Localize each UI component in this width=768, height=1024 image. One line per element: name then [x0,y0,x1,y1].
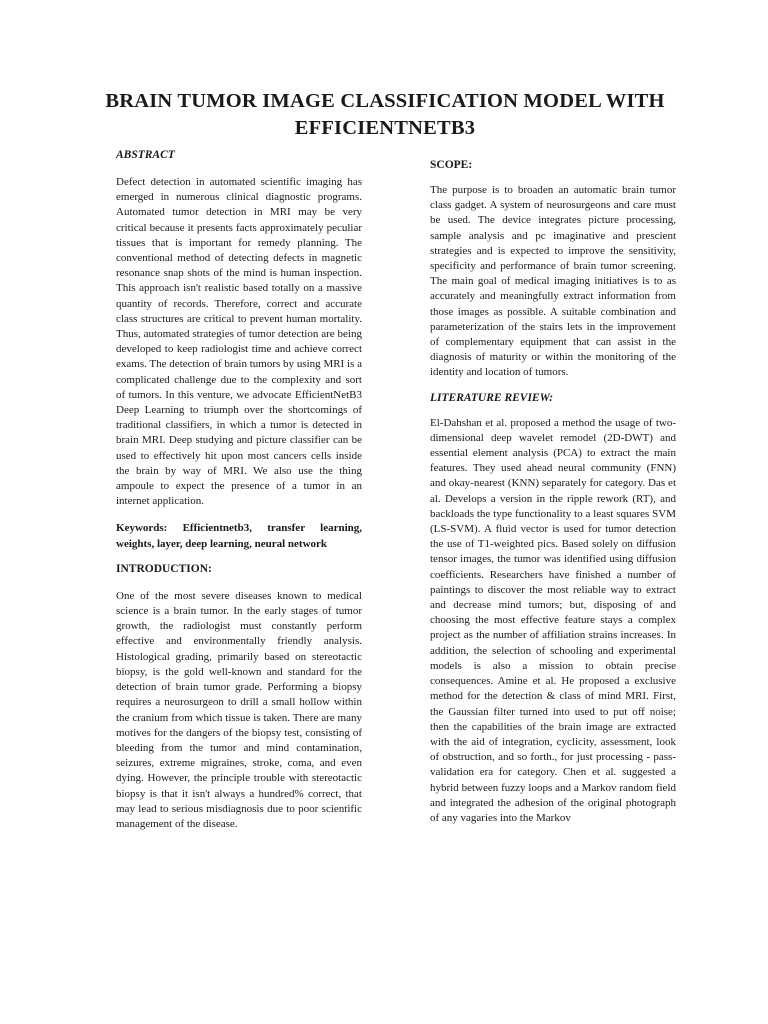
introduction-text: One of the most severe diseases known to medical science is a brain tumor. In the early stages of tumor growth, the radiologist must constantly perform effective and environmentally friendly analysis. Histological grading, primarily based on stereotactic biopsy, is the gold well-known and standard for the detection of brain tumor grade. Performing a biopsy requires a neurosurgeon to drill a small hollow within the cranium from which tissue is taken. There are many motives for the dangers of the biopsy test, consisting of bleeding from the tumor and mind contamination, seizures, extreme migraines, stroke, coma, and even dying. However, the principle trouble with stereotactic biopsy is that it isn't always a hundred% correct, that may lead to serious misdiagnosis due to poor scientific management of the disease. [116,589,362,830]
abstract-text: Defect detection in automated scientific imaging has emerged in numerous clinical diagnostic programs. Automated tumor detection in MRI may be very critical because it presents facts approximately peculiar tissues that is important for remedy planning. The conventional method of detecting defects in magnetic resonance snap shots of the mind is human inspection. This approach isn't realistic based totally on a massive quantity of records. Therefore, correct and accurate class structures are critical to prevent human mortality. Thus, automated strategies of tumor detection are being developed to keep radiologist time and achieve correct exams. The detection of brain tumors by using MRI is a complicated challenge due to the complexity and sort of tumors. In this venture, we advocate EfficientNetB3 Deep Learning to triumph over the shortcomings of traditional classifiers, in which a tumor is detected in brain MRI. Deep studying and picture classifier can be used to effectively hit upon most cancers cells inside the brain by way of MRI. We also use the thing ampoule to expect the presence of a tumor in an internet application. [116,176,362,508]
paper-title: BRAIN TUMOR IMAGE CLASSIFICATION MODEL WITH EFFICIENTNETB3 [105,90,665,139]
introduction-heading: INTRODUCTION: [116,562,212,575]
literature-review-text: El-Dahshan et al. proposed a method the usage of two-dimensional deep wavelet remodel (2D-DWT) and essential element analysis (PCA) to extract the main features. They used ahead neural community (FNN) and okay-nearest (KNN) separately for category. Das et al. Develops a version in the ripple rework (RT), and backloads the type functionality to a least squares SVM (LS-SVM). A fluid vector is used for tumor detection the use of T1-weighted pics. Based solely on diffusion tensor images, the tumor was identified using diffusion coefficients. Researchers have finished a number of paintings to discover the most reliable way to extract and decrease mind tumors; but, disposing of and choosing the most effective feature stays a complex project as the number of affiliation strains increases. In addition, the selection of schooling and experimental models is also a mission to obtain precise consequences. Amine et al. He proposed a exclusive method for the detection & class of mind MRI. First, the Gaussian filter turned into used to put off noise; then the capabilities of the brain image are extracted with the aid of integration, cyclicity, assessment, look of obstruction, and so forth., for just processing - pass-validation era for category. Chen et al. suggested a hybrid between fuzzy loops and a Markov random field and integrated the adhesion of the original photograph of any vagaries into the Markov [430,416,676,824]
literature-review-heading: LITERATURE REVIEW: [430,391,554,404]
abstract-heading: ABSTRACT [116,149,175,161]
keywords: Keywords: Efficientnetb3, transfer learning, weights, layer, deep learning, neural network [116,522,362,550]
scope-heading: SCOPE: [430,159,473,171]
right-column [430,158,676,826]
left-column [116,148,362,832]
scope-text: The purpose is to broaden an automatic brain tumor class gadget. A system of neurosurgeons and care must be used. The device integrates picture processing, sample analysis and pc imaginative and prescient strategies and is expected to improve the sensitivity, specificity and performance of brain tumor screening. The main goal of medical imaging initiatives is to as accurately and meaningfully extract information from those images as possible. A suitable combination and parameterization of the stairs lets in the improvement of complementary equipment that can assist in the diagnosis of maturity or within the monitoring of the identity and location of tumors. [430,184,676,379]
